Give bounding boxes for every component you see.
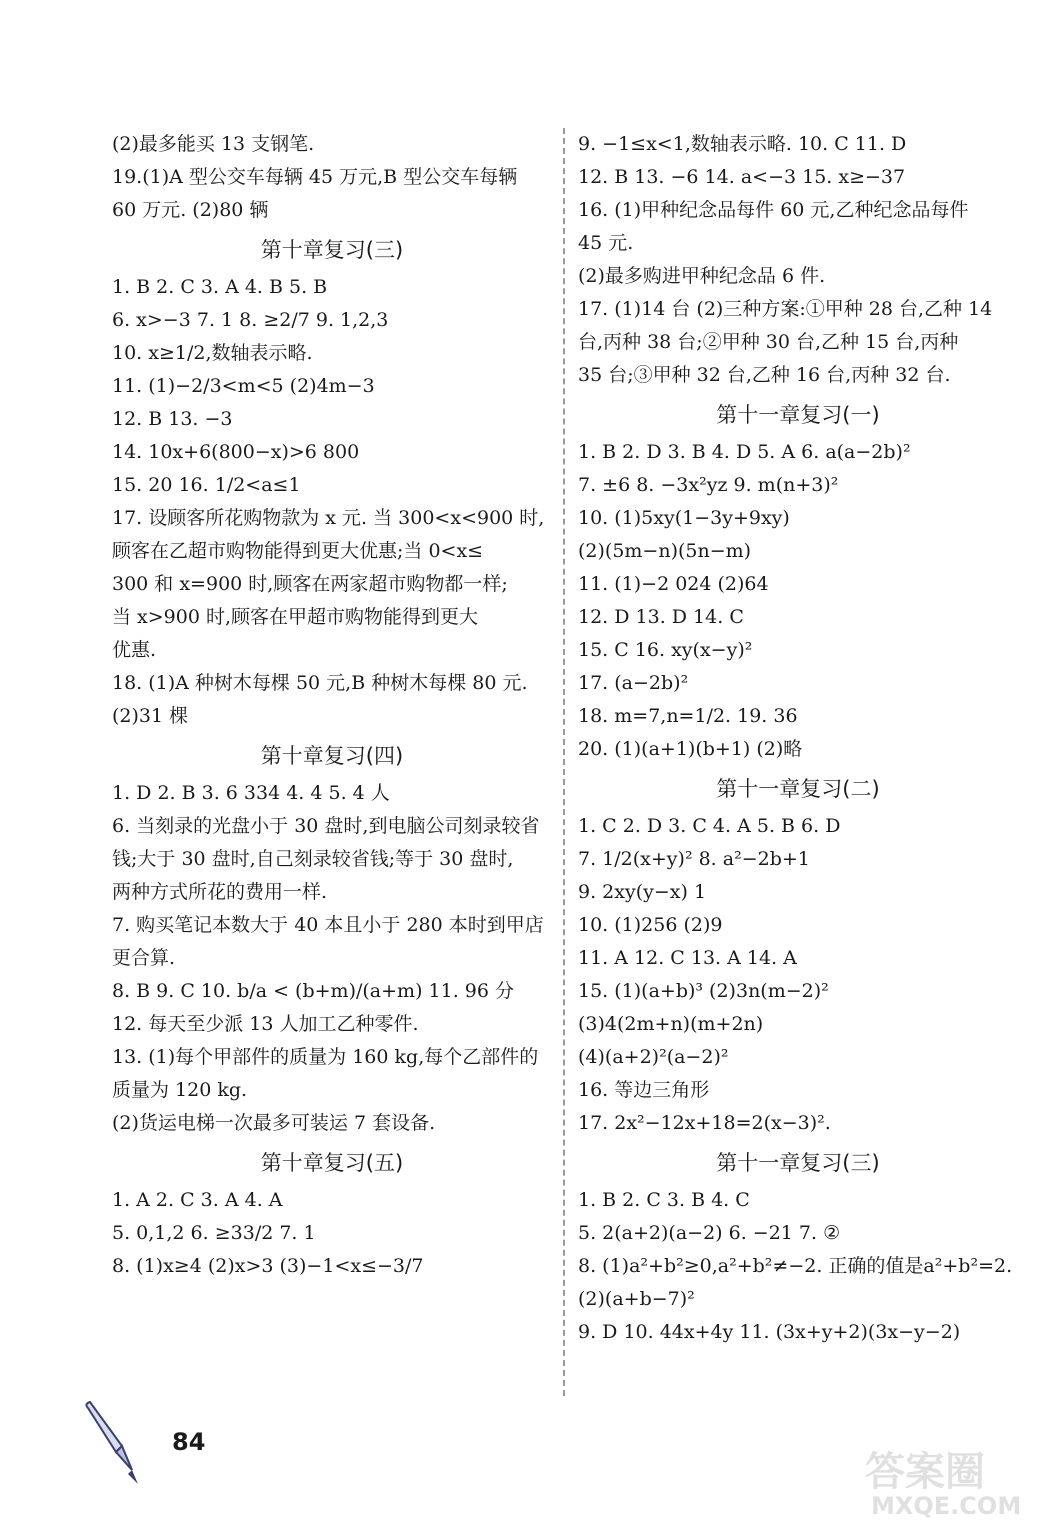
answer-line: 优惠. (112, 639, 157, 661)
answer-line: (2)最多能买 13 支钢笔. (112, 133, 315, 155)
answer-line: 1. B 2. C 3. A 4. B 5. B (112, 276, 328, 298)
answer-line: 15. C 16. xy(x−y)² (578, 639, 753, 661)
section-heading: 第十一章复习(三) (716, 1151, 880, 1175)
answer-line: (2)(5m−n)(5n−m) (578, 540, 752, 562)
answer-line: 台,丙种 38 台;②甲种 30 台,乙种 15 台,丙种 (578, 331, 959, 353)
answer-line: 10. x≥1/2,数轴表示略. (112, 342, 313, 364)
answer-line: 9. D 10. 44x+4y 11. (3x+y+2)(3x−y−2) (578, 1321, 961, 1343)
answer-line: 18. (1)A 种树木每棵 50 元,B 种树木每棵 80 元. (112, 672, 528, 694)
answer-line: 11. A 12. C 13. A 14. A (578, 947, 797, 969)
answer-line: (2)31 棵 (112, 705, 189, 727)
answer-line: 6. 当刻录的光盘小于 30 盘时,到电脑公司刻录较省 (112, 815, 540, 837)
answer-line: 6. x>−3 7. 1 8. ≥2/7 9. 1,2,3 (112, 309, 389, 331)
answer-line: 8. (1)a²+b²≥0,a²+b²≠−2. 正确的值是a²+b²=2. (578, 1255, 1013, 1277)
answer-line: 17. (1)14 台 (2)三种方案:①甲种 28 台,乙种 14 (578, 298, 993, 320)
column-divider (563, 128, 565, 1396)
answer-line: 14. 10x+6(800−x)>6 800 (112, 441, 360, 463)
answer-line: 20. (1)(a+1)(b+1) (2)略 (578, 738, 803, 760)
answer-line: 7. ±6 8. −3x²yz 9. m(n+3)² (578, 474, 839, 496)
answer-line: (3)4(2m+n)(m+2n) (578, 1013, 764, 1035)
answer-line: 8. (1)x≥4 (2)x>3 (3)−1<x≤−3/7 (112, 1255, 424, 1277)
answer-line: 12. B 13. −6 14. a<−3 15. x≥−37 (578, 166, 906, 188)
answer-line: (2)(a+b−7)² (578, 1288, 695, 1310)
answer-line: 钱;大于 30 盘时,自己刻录较省钱;等于 30 盘时, (112, 848, 514, 870)
answer-line: 13. (1)每个甲部件的质量为 160 kg,每个乙部件的 (112, 1046, 539, 1068)
section-heading: 第十一章复习(二) (716, 777, 880, 801)
answer-line: 8. B 9. C 10. b/a < (b+m)/(a+m) 11. 96 分 (112, 980, 514, 1002)
answer-line: 1. D 2. B 3. 6 334 4. 4 5. 4 人 (112, 782, 390, 804)
answer-line: 当 x>900 时,顾客在甲超市购物能得到更大 (112, 606, 479, 628)
answer-line: 12. B 13. −3 (112, 408, 233, 430)
answer-line: 1. C 2. D 3. C 4. A 5. B 6. D (578, 815, 841, 837)
answer-line: 5. 2(a+2)(a−2) 6. −21 7. ② (578, 1222, 841, 1244)
answer-line: 5. 0,1,2 6. ≥33/2 7. 1 (112, 1222, 316, 1244)
answer-line: (2)货运电梯一次最多可装运 7 套设备. (112, 1112, 436, 1134)
answer-line: 1. A 2. C 3. A 4. A (112, 1189, 283, 1211)
answer-line: 15. 20 16. 1/2<a≤1 (112, 474, 301, 496)
answer-line: 9. −1≤x<1,数轴表示略. 10. C 11. D (578, 133, 907, 155)
page-number: 84 (172, 1428, 206, 1456)
answer-line: 18. m=7,n=1/2. 19. 36 (578, 705, 798, 727)
answer-line: 17. 设顾客所花购物款为 x 元. 当 300<x<900 时, (112, 507, 545, 529)
answer-line: 1. B 2. C 3. B 4. C (578, 1189, 750, 1211)
answer-line: 1. B 2. D 3. B 4. D 5. A 6. a(a−2b)² (578, 441, 911, 463)
section-heading: 第十章复习(四) (260, 744, 404, 768)
answer-line: 11. (1)−2 024 (2)64 (578, 573, 769, 595)
answer-line: 15. (1)(a+b)³ (2)3n(m−2)² (578, 980, 829, 1002)
answer-line: (4)(a+2)²(a−2)² (578, 1046, 729, 1068)
answer-line: 质量为 120 kg. (112, 1079, 248, 1101)
answer-line: 19.(1)A 型公交车每辆 45 万元,B 型公交车每辆 (112, 166, 518, 188)
answer-line: 12. 每天至少派 13 人加工乙种零件. (112, 1013, 419, 1035)
answer-line: 两种方式所花的费用一样. (112, 881, 328, 903)
answer-line: 7. 购买笔记本数大于 40 本且小于 280 本时到甲店 (112, 914, 544, 936)
answer-line: 45 元. (578, 232, 634, 254)
answer-line: (2)最多购进甲种纪念品 6 件. (578, 265, 826, 287)
section-heading: 第十章复习(三) (260, 238, 404, 262)
answer-line: 10. (1)256 (2)9 (578, 914, 723, 936)
answer-line: 顾客在乙超市购物能得到更大优惠;当 0<x≤ (112, 540, 484, 562)
watermark-logo: 答案圈 MXQE.COM (865, 1449, 1022, 1520)
section-heading: 第十一章复习(一) (716, 403, 880, 427)
answer-line: 35 台;③甲种 32 台,乙种 16 台,丙种 32 台. (578, 364, 951, 386)
answer-line: 300 和 x=900 时,顾客在两家超市购物都一样; (112, 573, 508, 595)
section-heading: 第十章复习(五) (260, 1151, 404, 1175)
answer-line: 60 万元. (2)80 辆 (112, 199, 269, 221)
answer-line: 17. (a−2b)² (578, 672, 689, 694)
answer-line: 17. 2x²−12x+18=2(x−3)². (578, 1112, 831, 1134)
answer-line: 更合算. (112, 947, 176, 969)
answer-line: 12. D 13. D 14. C (578, 606, 744, 628)
answer-line: 9. 2xy(y−x) 1 (578, 881, 707, 903)
pen-icon (82, 1400, 162, 1490)
answer-line: 11. (1)−2/3<m<5 (2)4m−3 (112, 375, 375, 397)
answer-line: 7. 1/2(x+y)² 8. a²−2b+1 (578, 848, 810, 870)
answer-line: 10. (1)5xy(1−3y+9xy) (578, 507, 790, 529)
answer-line: 16. (1)甲种纪念品每件 60 元,乙种纪念品每件 (578, 199, 969, 221)
answer-line: 16. 等边三角形 (578, 1079, 710, 1101)
